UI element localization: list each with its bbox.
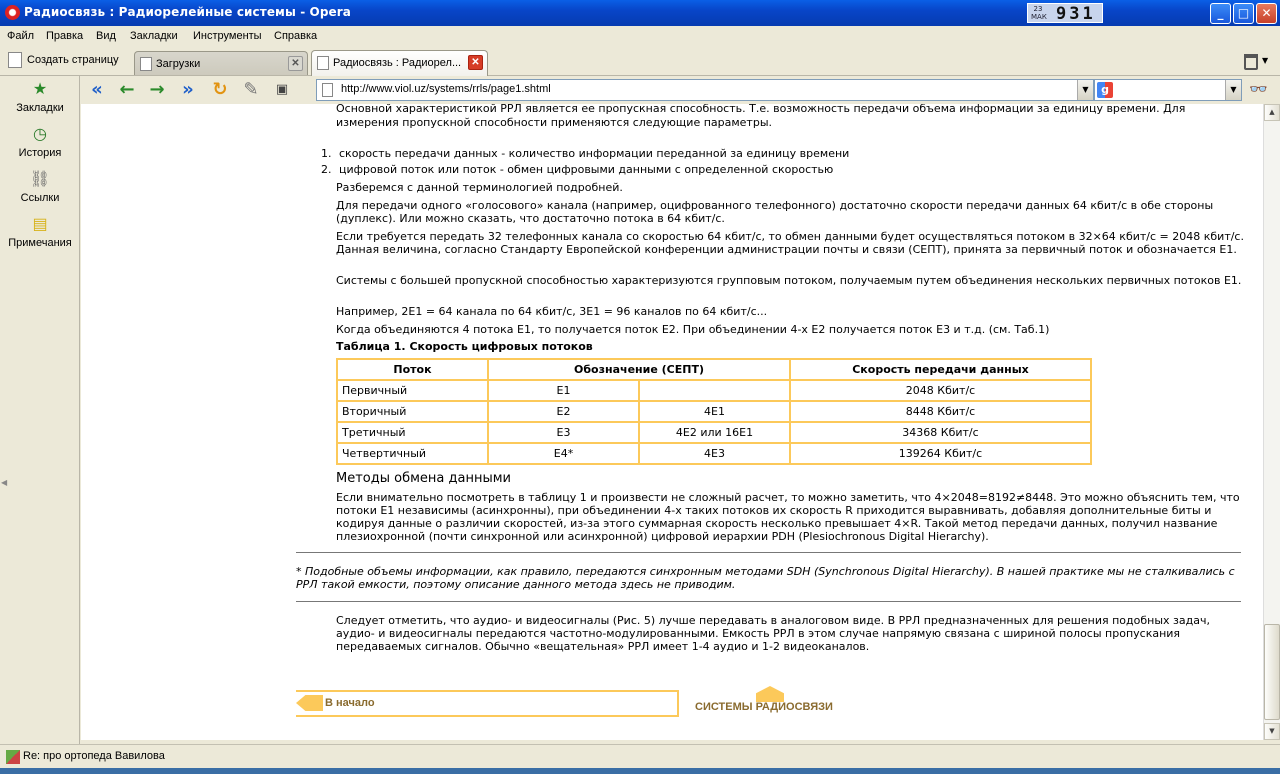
status-bar <box>0 744 1280 768</box>
tab-bar <box>0 46 1280 76</box>
fast-forward-icon[interactable]: » <box>182 79 194 100</box>
table-cell: 4Е3 <box>639 443 790 464</box>
table-cell: Е1 <box>488 380 639 401</box>
home-section-link[interactable]: СИСТЕМЫ РАДИОСВЯЗИ <box>695 701 833 713</box>
chevron-down-icon[interactable]: ▼ <box>1262 56 1269 65</box>
maximize-button[interactable]: □ <box>1233 3 1254 24</box>
page-menu-icon[interactable]: ▣ <box>275 82 289 97</box>
table-cell: Е2 <box>488 401 639 422</box>
glasses-icon[interactable]: 👓 <box>1249 80 1268 98</box>
trash-icon[interactable] <box>1244 54 1258 70</box>
close-tab-button[interactable]: ✕ <box>468 55 483 70</box>
paragraph: Если внимательно посмотреть в таблицу 1 и произвести не сложный расчет, то можно заметить, что 4×2048=8192≠8448. Это можно объяснить тем, что потоки Е1 независимы (асинхронны), при объединении 4-х таких потоков их скорость R приходится выравнивать, добавляя дополнительные биты и кодируя данные о различии скоростей, из-за этого суммарная скорость несколько превышает 4×R. Такой метод передачи данных, получил название плезиохронной (почти синхронной или асинхронной) цифровой иерархии PDH (Plesiochronous Digital Hierarchy). <box>336 491 1240 543</box>
vertical-scrollbar[interactable] <box>1263 104 1280 740</box>
clock-time: 931 <box>1056 4 1096 24</box>
paragraph: Когда объединяются 4 потока Е1, то получается поток Е2. При объединении 4-х Е2 получается поток Е3 и т.д. (см. Таб.1) <box>336 323 1050 336</box>
table-header: Скорость передачи данных <box>790 359 1091 380</box>
links-chain-icon: ⛓ <box>29 171 51 188</box>
notes-icon: ▤ <box>32 216 48 233</box>
page-content <box>81 104 1263 740</box>
taskbar-edge <box>0 768 1280 774</box>
status-icon <box>6 750 20 764</box>
address-dropdown-button[interactable]: ▼ <box>1077 80 1093 100</box>
intro-line-2: измерения пропускной способности применяются следующие параметры. <box>336 116 773 129</box>
panel-notes[interactable]: ▤ Примечания <box>8 216 72 249</box>
arrow-left-icon <box>296 695 323 711</box>
address-bar[interactable] <box>316 79 1094 101</box>
table-header: Обозначение (СЕПТ) <box>488 359 790 380</box>
paragraph: Системы с большей пропускной способностью характеризуются групповым потоком, получаемым путем объединения нескольких первичных потоков Е1. <box>336 274 1242 287</box>
tab-radiosvyaz[interactable]: Радиосвязь : Радиорел... ✕ <box>311 50 488 76</box>
table-row <box>337 401 1091 422</box>
menu-bar <box>0 26 1280 46</box>
panel-links[interactable]: ⛓ Ссылки <box>20 171 60 204</box>
new-page-button[interactable]: Создать страницу <box>8 52 119 72</box>
table-cell: 4Е1 <box>639 401 790 422</box>
back-to-start-link[interactable]: В начало <box>296 690 679 717</box>
divider <box>296 552 1241 553</box>
table-cell: 139264 Кбит/с <box>790 443 1091 464</box>
back-arrow-icon[interactable]: ← <box>119 79 135 100</box>
navigation-toolbar <box>80 76 1280 104</box>
close-window-button[interactable]: ✕ <box>1256 3 1277 24</box>
table-cell: 8448 Кбит/с <box>790 401 1091 422</box>
forward-arrow-icon[interactable]: → <box>149 79 165 100</box>
tab-downloads[interactable]: Загрузки ✕ <box>134 51 308 75</box>
intro-line-1: Основной характеристикой РРЛ является ее пропускная способность. Т.е. возможность передачи объема информации за единицу времени. Для <box>336 104 1186 115</box>
rewind-icon[interactable]: « <box>91 79 103 100</box>
history-clock-icon: ◷ <box>33 126 47 143</box>
menu-tools[interactable]: Инструменты <box>193 30 262 42</box>
downloads-icon <box>140 57 152 71</box>
menu-bookmarks[interactable]: Закладки <box>130 30 178 42</box>
list-item: 2. цифровой поток или поток - обмен цифровыми данными с определенной скоростью <box>321 163 834 176</box>
scroll-down-button[interactable]: ▼ <box>1264 723 1280 740</box>
edit-pen-icon[interactable]: ✎ <box>243 79 259 100</box>
table-cell: 4Е2 или 16Е1 <box>639 422 790 443</box>
panel-history[interactable]: ◷ История <box>18 126 62 159</box>
page-icon <box>322 83 333 97</box>
divider <box>296 601 1241 602</box>
menu-view[interactable]: Вид <box>96 30 116 42</box>
scrollbar-thumb[interactable] <box>1264 624 1280 720</box>
paragraph: Разберемся с данной терминологией подробней. <box>336 181 623 194</box>
page-icon <box>317 56 329 70</box>
paragraph: Следует отметить, что аудио- и видеосигналы (Рис. 5) лучше передавать в аналоговом виде. В РРЛ предназначенных для решения подобных задач, аудио- и видеосигналы передаются частотно-модулированными. Емкость РРЛ в этом случае напрямую связана с шириной полосы пропускания передаваемых сигналов. Обычно «вещательная» РРЛ имеет 1-4 аудио и 1-2 видеоканалов. <box>336 614 1210 653</box>
status-text: Re: про ортопеда Вавилова <box>23 750 165 762</box>
table-cell: Вторичный <box>337 401 488 422</box>
title-bar[interactable] <box>0 0 1280 26</box>
paragraph: Если требуется передать 32 телефонных канала со скоростью 64 кбит/с, то обмен данными будет осуществляться потоком в 32×64 кбит/с = 2048 кбит/с. Данная величина, согласно Стандарту Европейской конференции администрации почты и связи (СЕПТ), принята за первичный поток и обозначается Е1. <box>336 230 1244 256</box>
table-cell: Четвертичный <box>337 443 488 464</box>
minimize-button[interactable]: _ <box>1210 3 1231 24</box>
panel-bookmarks[interactable]: ★ Закладки <box>16 81 64 114</box>
table-cell: 34368 Кбит/с <box>790 422 1091 443</box>
menu-help[interactable]: Справка <box>274 30 318 42</box>
scroll-up-button[interactable]: ▲ <box>1264 104 1280 121</box>
google-icon[interactable]: g <box>1097 82 1113 98</box>
paragraph: Для передачи одного «голосового» канала (например, оцифрованного телефонного) достаточно скорости передачи данных 64 кбит/с в обе стороны (дуплекс). Или можно сказать, что достаточно потока в 64 кбит/с. <box>336 199 1214 225</box>
table-row <box>337 422 1091 443</box>
menu-edit[interactable]: Правка <box>46 30 84 42</box>
clock-widget <box>1027 3 1103 23</box>
table-cell <box>639 380 790 401</box>
close-tab-button[interactable]: ✕ <box>288 56 303 71</box>
table-caption: Таблица 1. Скорость цифровых потоков <box>336 340 593 353</box>
side-panel <box>0 76 80 744</box>
bookmarks-icon: ★ <box>32 81 48 98</box>
table-cell: Первичный <box>337 380 488 401</box>
home-arrow-icon[interactable] <box>756 686 784 702</box>
address-url[interactable]: http://www.viol.uz/systems/rrls/page1.shtml <box>341 83 551 95</box>
reload-icon[interactable]: ↻ <box>212 79 228 100</box>
speed-table <box>336 358 1092 465</box>
window-title: Радиосвязь : Радиорелейные системы - Opera <box>24 5 351 19</box>
table-cell: Е4* <box>488 443 639 464</box>
table-cell: Третичный <box>337 422 488 443</box>
table-row <box>337 443 1091 464</box>
footnote: * Подобные объемы информации, как правило, передаются синхронным методами SDH (Synchronous Digital Hierarchy). В нашей практике мы не сталкивались с РРЛ такой емкости, поэтому описание данного метода здесь не приводим. <box>296 565 1235 591</box>
search-dropdown-button[interactable]: ▼ <box>1225 80 1241 100</box>
panel-collapse-handle[interactable]: ◀ <box>1 478 8 487</box>
menu-file[interactable]: Файл <box>7 30 35 42</box>
table-row <box>337 380 1091 401</box>
table-cell: Е3 <box>488 422 639 443</box>
table-cell: 2048 Кбит/с <box>790 380 1091 401</box>
new-page-icon <box>8 52 22 68</box>
clock-date: 23 МАК <box>1031 5 1047 21</box>
search-box[interactable] <box>1094 79 1242 101</box>
paragraph: Например, 2Е1 = 64 канала по 64 кбит/с, 3Е1 = 96 каналов по 64 кбит/с... <box>336 305 768 318</box>
list-item: 1. скорость передачи данных - количество информации переданной за единицу времени <box>321 147 850 160</box>
opera-logo-icon <box>5 5 20 20</box>
table-header: Поток <box>337 359 488 380</box>
section-heading: Методы обмена данными <box>336 471 511 486</box>
table-header-row <box>337 359 1091 380</box>
